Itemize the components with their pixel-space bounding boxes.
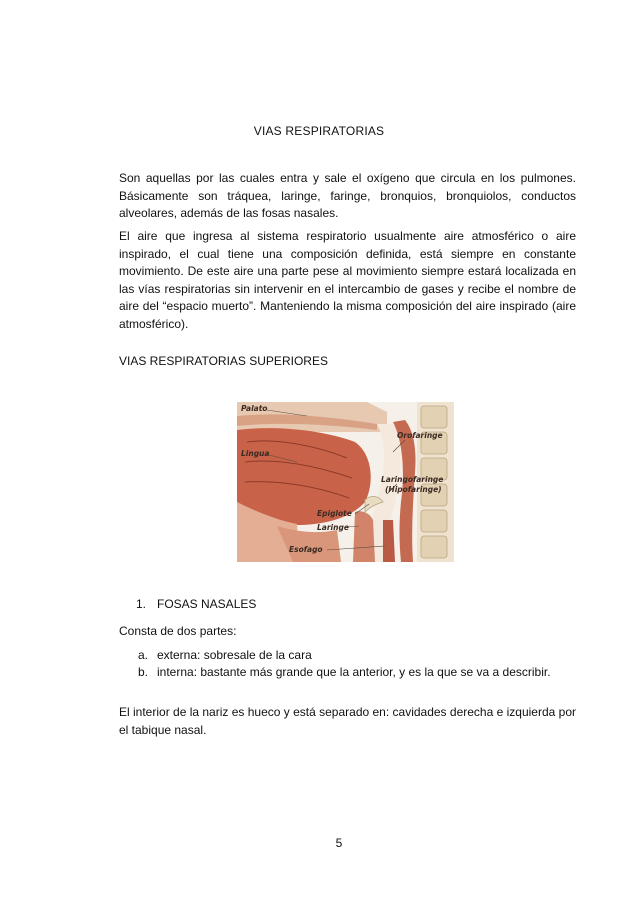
larynx-shape xyxy=(353,511,375,562)
intro-paragraph: Son aquellas por las cuales entra y sale el oxígeno que circula en los pulmones. Básicamente son tráquea, laringe, faringe, bronquios, bronquiolos, conductos alveolares, además de las fosas nasales. xyxy=(119,171,576,220)
airway-anatomy-drawing xyxy=(237,402,454,562)
page-number: 5 xyxy=(335,836,343,850)
label-lingua: Lingua xyxy=(241,449,270,458)
list-number: 1. xyxy=(136,597,147,611)
nasal-interior-paragraph: El interior de la nariz es hueco y está separado en: cavidades derecha e izquierda por el tabique nasal. xyxy=(119,705,576,737)
list-item xyxy=(138,664,576,681)
page-title: VIAS RESPIRATORIAS xyxy=(253,124,385,138)
label-laringe: Laringe xyxy=(317,523,349,532)
list-item-text: interna: bastante más grande que la anterior, y es la que se va a describir. xyxy=(157,665,551,679)
label-hipofaringe: (Hipofaringe) xyxy=(385,485,442,494)
upper-airway-illustration xyxy=(237,402,454,562)
vertebra-6 xyxy=(421,536,447,558)
numbered-heading-label: FOSAS NASALES xyxy=(157,597,257,611)
esophagus-shape xyxy=(383,520,395,562)
label-epiglote: Epiglote xyxy=(317,509,352,518)
air-paragraph: El aire que ingresa al sistema respiratorio usualmente aire atmosférico o aire inspirado, el cual tiene una composición definida, está siempre en constante movimiento. De este aire una parte pese al movimiento siempre estará localizada en las vías respiratorias sin intervenir en el intercambio de gases y recibe el nombre de aire del “espacio muerto”. Manteniendo la misma composición del aire inspirado (aire atmosférico). xyxy=(119,229,576,331)
label-palato: Palato xyxy=(241,404,268,413)
list-item-text: externa: sobresale de la cara xyxy=(157,648,312,662)
numbered-heading-fosas-nasales xyxy=(136,597,256,611)
parts-list xyxy=(138,647,576,681)
vertebra-1 xyxy=(421,406,447,428)
list-item xyxy=(138,647,576,664)
list-marker: b. xyxy=(138,665,149,679)
label-esofago: Esofago xyxy=(289,545,323,554)
label-laringofaringe: Laringofaringe xyxy=(381,475,444,484)
list-marker: a. xyxy=(138,648,149,662)
vertebra-5 xyxy=(421,510,447,532)
label-orofaringe: Orofaringe xyxy=(397,431,443,440)
parts-intro-paragraph: Consta de dos partes: xyxy=(119,624,237,638)
section-subheading: VIAS RESPIRATORIAS SUPERIORES xyxy=(119,354,328,368)
